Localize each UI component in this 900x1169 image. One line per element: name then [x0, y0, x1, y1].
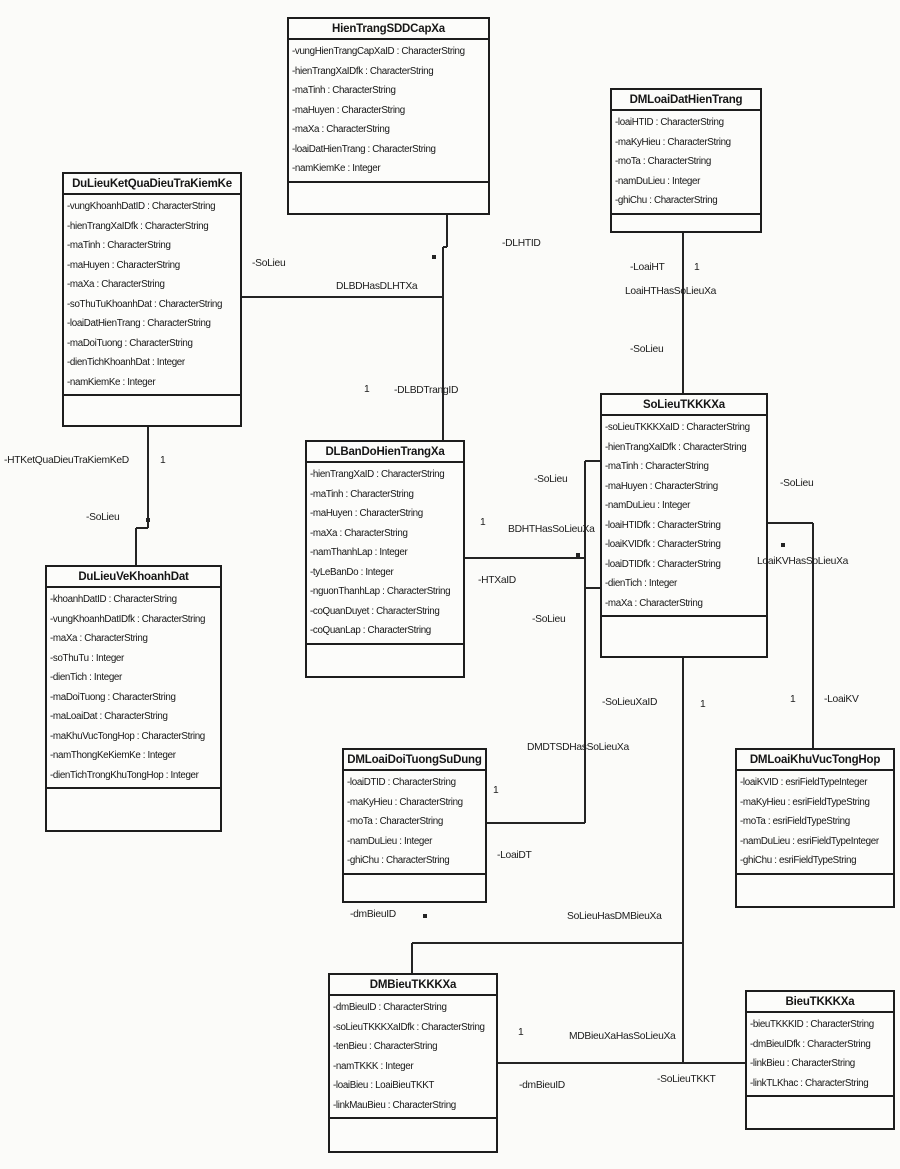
- edge-segment-BDHTHasSoLieuXa: [465, 557, 585, 559]
- class-attribute: -ghiChu : esriFieldTypeString: [740, 855, 857, 866]
- class-attribute: -soThuTu : Integer: [50, 652, 124, 664]
- class-title-dulieuketquadieutrakiemke: DuLieuKetQuaDieuTraKiemKe: [64, 174, 240, 195]
- class-title-dmloaikhuvuctonghop: DMLoaiKhuVucTongHop: [737, 750, 893, 771]
- association-end-dot: [146, 518, 150, 522]
- edge-label: -SoLieuXaID: [602, 697, 658, 708]
- class-attribute: -soThuTuKhoanhDat : CharacterString: [67, 298, 223, 310]
- class-title-dmbieutkkkxa: DMBieuTKKKXa: [330, 975, 496, 996]
- class-attribute: -loaiDatHienTrang : CharacterString: [292, 143, 436, 155]
- class-attribute: -nguonThanhLap : CharacterString: [310, 586, 451, 597]
- class-dmbieutkkkxa[interactable]: [328, 973, 498, 1153]
- class-attribute: -namKiemKe : Integer: [292, 163, 381, 174]
- edge-label: -dmBieuID: [519, 1080, 565, 1091]
- association-end-dot: [576, 553, 580, 557]
- edge-label: -HTXaID: [478, 575, 516, 586]
- class-attributes-bieutkkkxa: [747, 1013, 893, 1097]
- edge-label: -LoaiHT: [630, 262, 665, 273]
- edge-segment-LoaiHTHasSoLieuXa: [682, 233, 684, 393]
- edge-segment-HTKetQuaDieuTraKiemKe: [135, 528, 137, 565]
- class-attribute: -maTinh : CharacterString: [605, 461, 709, 472]
- class-attribute: -loaiBieu : LoaiBieuTKKT: [333, 1080, 435, 1091]
- class-attribute: -dienTich : Integer: [50, 672, 122, 683]
- class-attribute: -maHuyen : CharacterString: [605, 480, 718, 492]
- class-attribute: -soLieuTKKKXaID : CharacterString: [605, 422, 750, 433]
- edge-segment-HTXaID-into-solieu: [585, 587, 600, 589]
- class-attribute: -khoanhDatID : CharacterString: [50, 594, 177, 605]
- edge-label: 1: [160, 455, 166, 466]
- edge-label: -SoLieuTKKT: [657, 1074, 716, 1085]
- association-end-dot: [432, 255, 436, 259]
- class-operations-empty-hientrangsddcapxa: [289, 183, 488, 214]
- edge-segment-SoLieuHasDMBieuXa-drop: [411, 943, 413, 973]
- edge-label: LoaiKVHasSoLieuXa: [757, 556, 849, 567]
- class-attribute: -loaiKVIDfk : CharacterString: [605, 539, 721, 550]
- class-title-hientrangsddcapxa: HienTrangSDDCapXa: [289, 19, 488, 40]
- class-attribute: -vungHienTrangCapXaID : CharacterString: [292, 46, 465, 57]
- class-attribute: -vungKhoanhDatIDfk : CharacterString: [50, 613, 206, 625]
- class-operations-empty-solieutkkkxa: [602, 617, 766, 656]
- class-hientrangsddcapxa[interactable]: [287, 17, 490, 215]
- class-title-dmloaidoituongsudung: DMLoaiDoiTuongSuDung: [344, 750, 485, 771]
- class-attribute: -maDoiTuong : CharacterString: [50, 691, 176, 703]
- edge-label: 1: [364, 384, 370, 395]
- class-attribute: -maXa : CharacterString: [67, 279, 165, 290]
- class-title-dulieuvekhoanhdat: DuLieuVeKhoanhDat: [47, 567, 220, 588]
- class-solieutkkkxa[interactable]: [600, 393, 768, 658]
- edge-label: -LoaiDT: [497, 850, 532, 861]
- class-attribute: -namDuLieu : Integer: [605, 500, 691, 511]
- class-attribute: -maKhuVucTongHop : CharacterString: [50, 730, 205, 742]
- edge-label: DLBDHasDLHTXa: [336, 281, 418, 292]
- class-title-solieutkkkxa: SoLieuTKKKXa: [602, 395, 766, 416]
- class-dlbandohientrangxa[interactable]: [305, 440, 465, 678]
- class-attribute: -hienTrangXaIDfk : CharacterString: [67, 220, 209, 232]
- class-attributes-dulieuketquadieutrakiemke: [64, 195, 240, 396]
- class-attribute: -namDuLieu : Integer: [347, 835, 433, 847]
- association-end-dot: [781, 543, 785, 547]
- class-attribute: -dmBieuID : CharacterString: [333, 1002, 447, 1013]
- edge-segment-DLBDHasDLHTXa: [446, 215, 448, 247]
- class-attributes-dmbieutkkkxa: [330, 996, 496, 1119]
- edge-label: -SoLieu: [532, 614, 566, 625]
- edge-label: LoaiHTHasSoLieuXa: [625, 286, 717, 297]
- class-attribute: -moTa : CharacterString: [347, 816, 443, 827]
- edge-segment-MDBieuXaHasSoLieuXa: [498, 1062, 745, 1064]
- class-attribute: -maXa : CharacterString: [605, 597, 703, 609]
- class-title-bieutkkkxa: BieuTKKKXa: [747, 992, 893, 1013]
- class-attribute: -namTKKK : Integer: [333, 1060, 414, 1072]
- class-attribute: -moTa : CharacterString: [615, 156, 711, 167]
- class-operations-empty-dmloaidoituongsudung: [344, 875, 485, 902]
- class-operations-empty-dulieuketquadieutrakiemke: [64, 396, 240, 425]
- class-attribute: -vungKhoanhDatID : CharacterString: [67, 201, 216, 212]
- class-attributes-dulieuvekhoanhdat: [47, 588, 220, 789]
- class-attribute: -maTinh : CharacterString: [67, 240, 171, 251]
- class-attribute: -hienTrangXaIDfk : CharacterString: [605, 441, 747, 453]
- edge-segment-DMDTSDHasSoLieuXa: [487, 822, 585, 824]
- edge-segment-DLBDHasDLHTXa: [442, 247, 444, 440]
- class-dulieuvekhoanhdat[interactable]: [45, 565, 222, 832]
- class-attribute: -coQuanLap : CharacterString: [310, 625, 431, 636]
- edge-label: 1: [480, 517, 486, 528]
- class-attribute: -maHuyen : CharacterString: [67, 259, 180, 271]
- class-attribute: -maTinh : CharacterString: [310, 488, 414, 500]
- edge-segment-junction-top-into-solieu: [585, 460, 600, 462]
- edge-label: SoLieuHasDMBieuXa: [567, 911, 662, 922]
- class-title-dlbandohientrangxa: DLBanDoHienTrangXa: [307, 442, 463, 463]
- class-attribute: -coQuanDuyet : CharacterString: [310, 605, 440, 617]
- edge-label: 1: [790, 694, 796, 705]
- class-attribute: -dmBieuIDfk : CharacterString: [750, 1038, 871, 1050]
- class-attribute: -loaiDTID : CharacterString: [347, 777, 456, 788]
- edge-label: 1: [700, 699, 706, 710]
- class-bieutkkkxa[interactable]: [745, 990, 895, 1130]
- class-attribute: -maHuyen : CharacterString: [292, 104, 405, 116]
- edge-label: -DLBDTrangID: [394, 385, 459, 396]
- class-attribute: -tyLeBanDo : Integer: [310, 566, 394, 578]
- class-dmloaikhuvuctonghop[interactable]: [735, 748, 895, 908]
- class-attribute: -soLieuTKKKXaIDfk : CharacterString: [333, 1021, 485, 1033]
- class-attribute: -maKyHieu : CharacterString: [347, 796, 463, 808]
- class-attribute: -namThongKeKiemKe : Integer: [50, 750, 176, 761]
- edge-segment-LoaiKVHasSoLieuXa: [768, 522, 813, 524]
- class-attribute: -moTa : esriFieldTypeString: [740, 816, 850, 827]
- edge-label: -HTKetQuaDieuTraKiemKeD: [4, 455, 129, 466]
- class-attribute: -bieuTKKKID : CharacterString: [750, 1019, 874, 1030]
- class-attribute: -maKyHieu : esriFieldTypeString: [740, 796, 870, 808]
- class-attribute: -hienTrangXaID : CharacterString: [310, 469, 445, 480]
- edge-label: -SoLieu: [780, 478, 814, 489]
- edge-label: 1: [493, 785, 499, 796]
- class-attributes-dmloaikhuvuctonghop: [737, 771, 893, 875]
- edge-label: -LoaiKV: [824, 694, 859, 705]
- class-attributes-dmloaidoituongsudung: [344, 771, 485, 875]
- class-attribute: -namDuLieu : Integer: [615, 175, 701, 187]
- edge-segment-SoLieu-bottom-drop: [682, 658, 684, 1063]
- class-attribute: -loaiHTID : CharacterString: [615, 117, 724, 128]
- class-operations-empty-dmbieutkkkxa: [330, 1119, 496, 1151]
- class-attribute: -hienTrangXaIDfk : CharacterString: [292, 65, 434, 77]
- class-attribute: -linkMauBieu : CharacterString: [333, 1099, 456, 1111]
- edge-label: 1: [694, 262, 700, 273]
- edge-label: -SoLieu: [252, 258, 286, 269]
- class-attribute: -tenBieu : CharacterString: [333, 1041, 438, 1052]
- edge-label: -SoLieu: [86, 512, 120, 523]
- class-attribute: -maHuyen : CharacterString: [310, 508, 423, 519]
- edge-label: -DLHTID: [502, 238, 541, 249]
- edge-label: -SoLieu: [630, 344, 664, 355]
- class-operations-empty-dulieuvekhoanhdat: [47, 789, 220, 830]
- class-attribute: -loaiDatHienTrang : CharacterString: [67, 318, 211, 329]
- class-attributes-hientrangsddcapxa: [289, 40, 488, 183]
- class-attributes-dlbandohientrangxa: [307, 463, 463, 645]
- class-attribute: -maLoaiDat : CharacterString: [50, 711, 168, 722]
- class-operations-empty-dlbandohientrangxa: [307, 645, 463, 677]
- edge-segment-DuLieuKetQua-to-junction: [242, 296, 443, 298]
- class-attribute: -ghiChu : CharacterString: [347, 855, 450, 866]
- edge-segment-SoLieuHasDMBieuXa: [412, 942, 683, 944]
- class-attribute: -linkTLKhac : CharacterString: [750, 1077, 869, 1089]
- class-attribute: -maKyHieu : CharacterString: [615, 136, 731, 148]
- edge-segment-HTKetQuaDieuTraKiemKe: [136, 527, 148, 529]
- edge-segment-HTKetQuaDieuTraKiemKe: [147, 427, 149, 528]
- class-dmloaidathientrang[interactable]: [610, 88, 762, 233]
- class-operations-empty-dmloaikhuvuctonghop: [737, 875, 893, 907]
- class-attribute: -ghiChu : CharacterString: [615, 195, 718, 206]
- class-title-dmloaidathientrang: DMLoaiDatHienTrang: [612, 90, 760, 111]
- edge-segment-junction-vertical: [584, 461, 586, 823]
- class-attribute: -maXa : CharacterString: [50, 633, 148, 644]
- class-attribute: -dienTichTrongKhuTongHop : Integer: [50, 769, 199, 781]
- class-dmloaidoituongsudung[interactable]: [342, 748, 487, 903]
- class-attribute: -linkBieu : CharacterString: [750, 1058, 855, 1069]
- class-dulieuketquadieutrakiemke[interactable]: [62, 172, 242, 427]
- class-attribute: -maTinh : CharacterString: [292, 85, 396, 96]
- class-attribute: -maXa : CharacterString: [310, 527, 408, 539]
- class-attribute: -dienTichKhoanhDat : Integer: [67, 357, 185, 368]
- class-attribute: -loaiKVID : esriFieldTypeInteger: [740, 777, 868, 788]
- class-attribute: -namDuLieu : esriFieldTypeInteger: [740, 835, 879, 847]
- class-attribute: -namThanhLap : Integer: [310, 547, 408, 558]
- class-operations-empty-bieutkkkxa: [747, 1097, 893, 1128]
- class-operations-empty-dmloaidathientrang: [612, 215, 760, 232]
- association-end-dot: [423, 914, 427, 918]
- class-attributes-dmloaidathientrang: [612, 111, 760, 215]
- edge-label: MDBieuXaHasSoLieuXa: [569, 1031, 676, 1042]
- class-attribute: -namKiemKe : Integer: [67, 376, 156, 388]
- class-attribute: -maDoiTuong : CharacterString: [67, 337, 193, 349]
- edge-label: BDHTHasSoLieuXa: [508, 524, 595, 535]
- class-attribute: -loaiHTIDfk : CharacterString: [605, 519, 721, 531]
- edge-label: -dmBieuID: [350, 909, 396, 920]
- class-attribute: -loaiDTIDfk : CharacterString: [605, 558, 721, 570]
- class-attribute: -maXa : CharacterString: [292, 124, 390, 135]
- edge-label: DMDTSDHasSoLieuXa: [527, 742, 629, 753]
- class-attributes-solieutkkkxa: [602, 416, 766, 617]
- class-attribute: -dienTich : Integer: [605, 578, 677, 589]
- edge-label: -SoLieu: [534, 474, 568, 485]
- edge-label: 1: [518, 1027, 524, 1038]
